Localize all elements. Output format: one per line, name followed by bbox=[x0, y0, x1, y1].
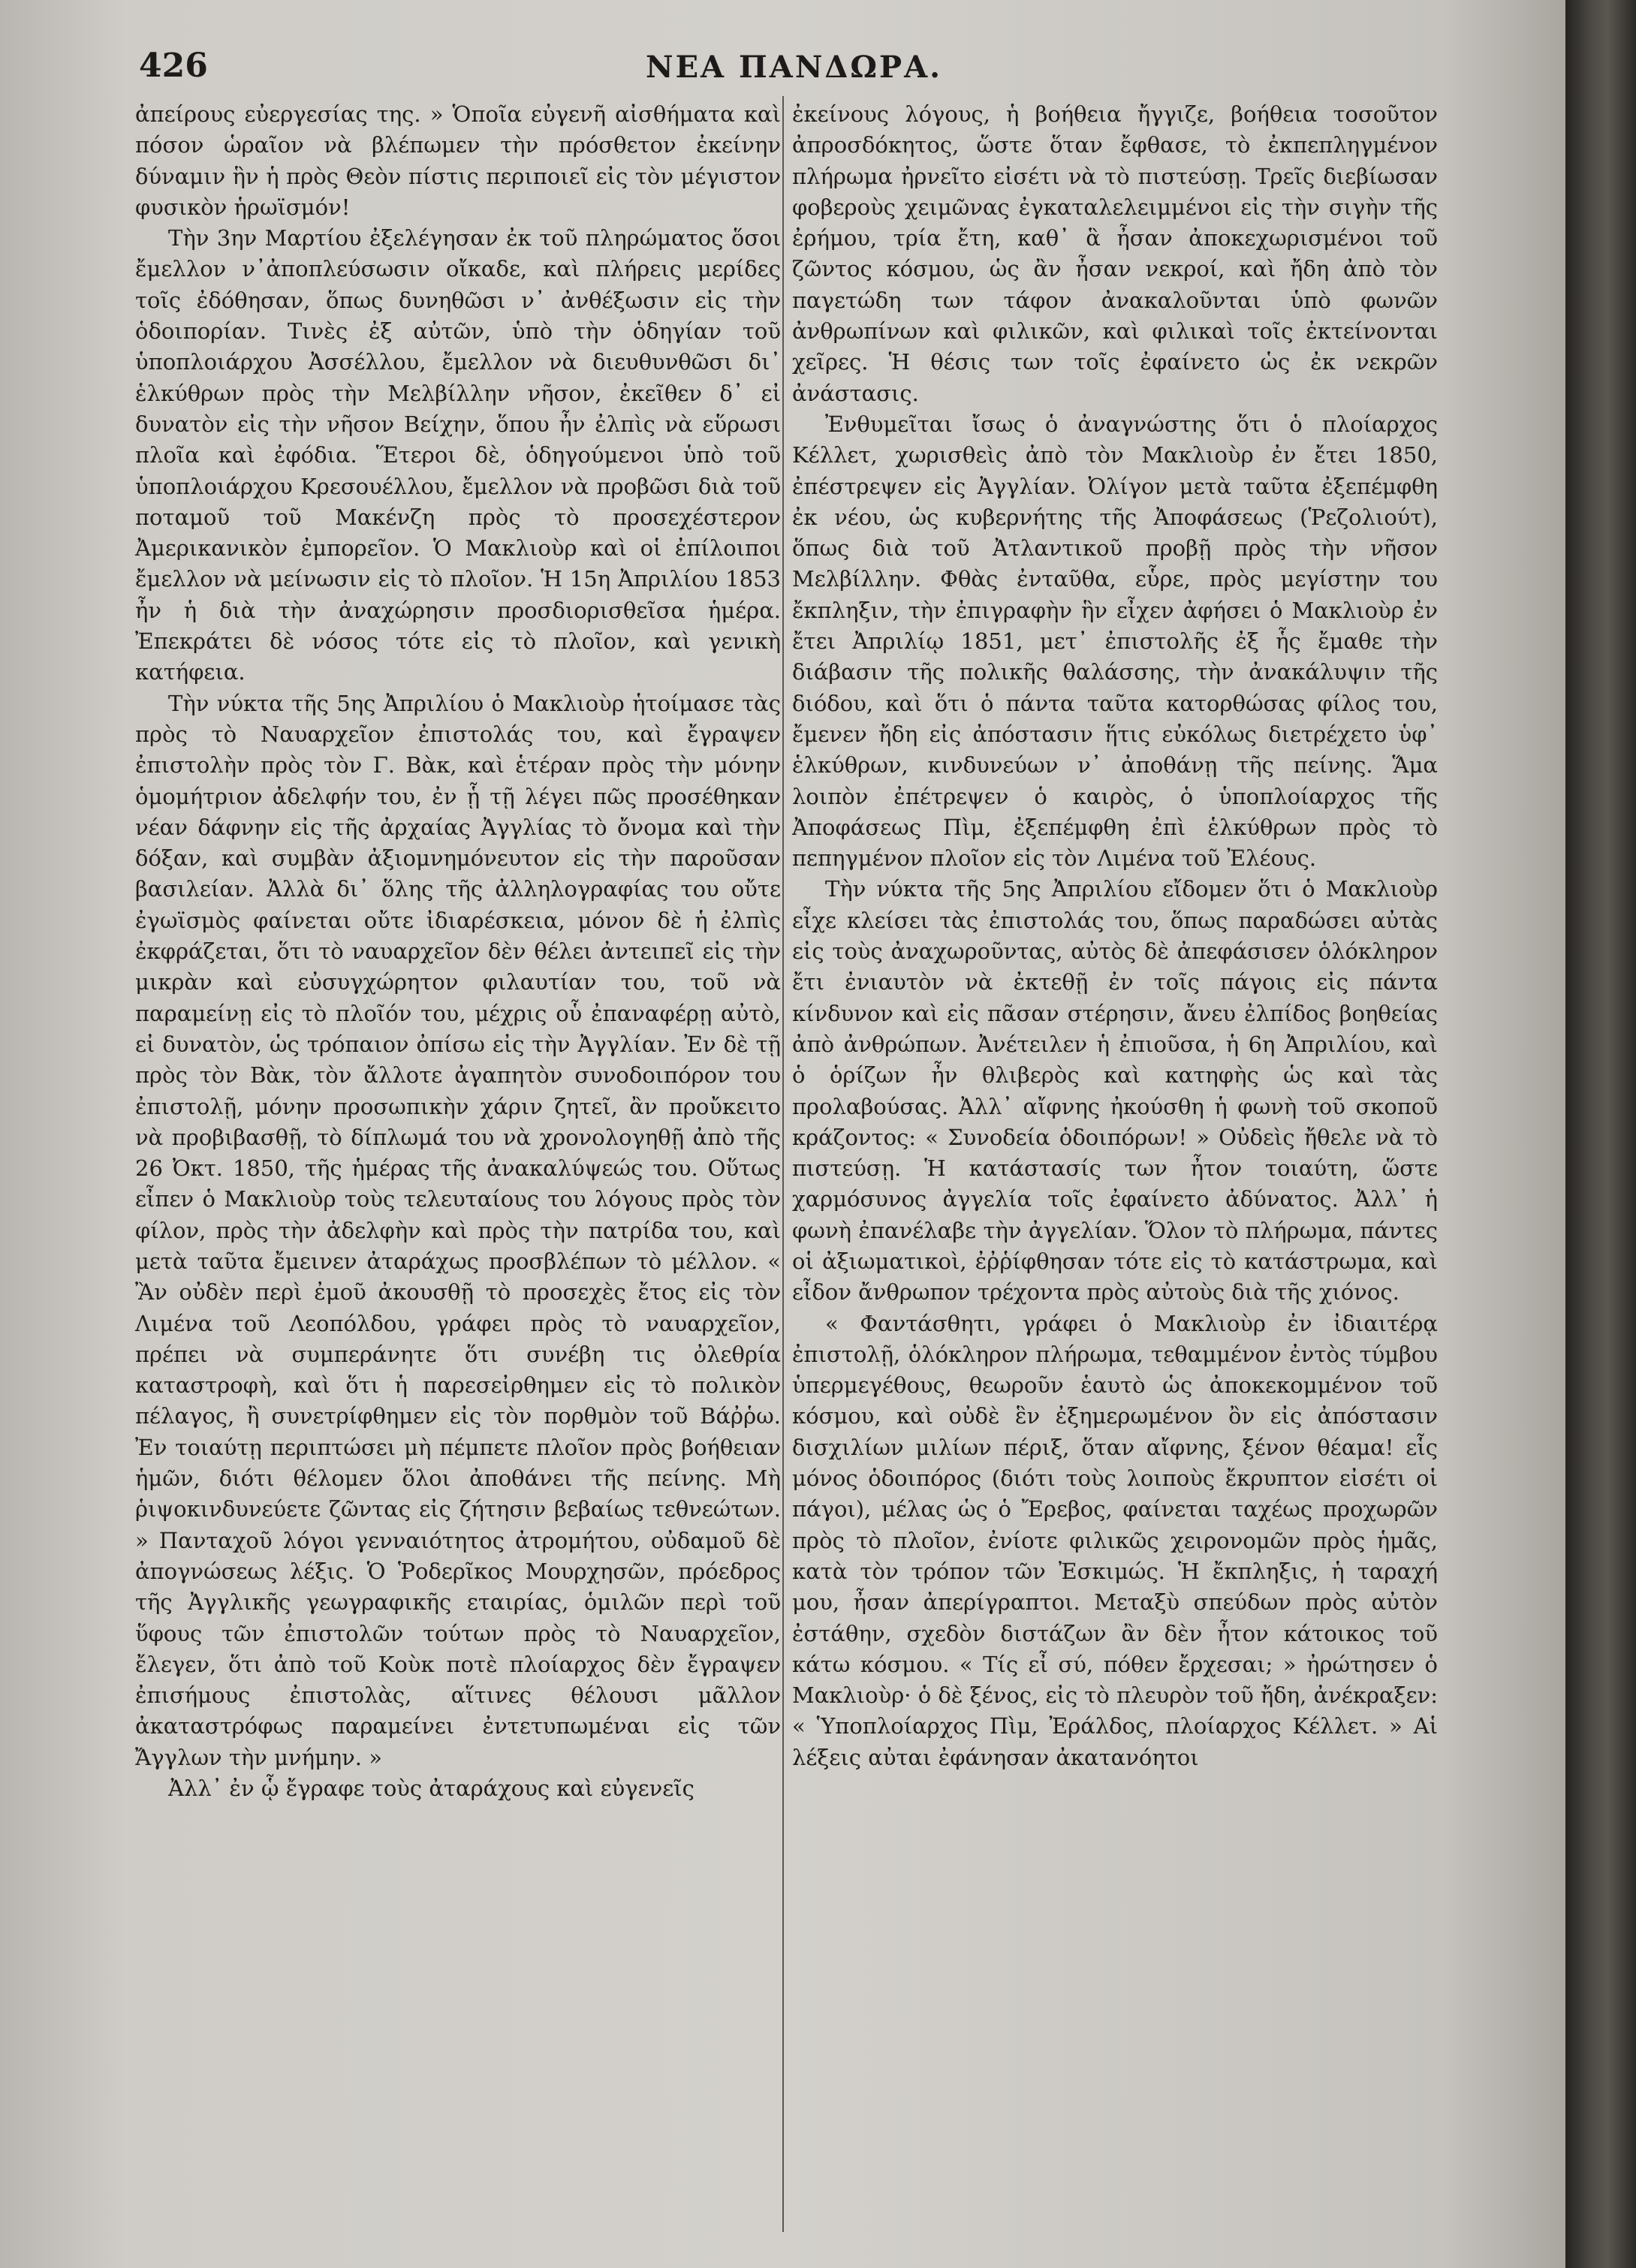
paragraph: Τὴν νύκτα τῆς 5ης Ἀπριλίου ὁ Μακλιοὺρ ἡτοίμασε τὰς πρὸς τὸ Ναυαρχεῖον ἐπιστολάς του, καὶ ἔγραψεν ἐπιστολὴν πρὸς τὸν Γ. Βὰκ, καὶ ἑτέραν πρὸς τὴν μόνην ὁμομήτριον ἀδελφήν του, ἐν ᾗ τῇ λέγει πῶς προσέθηκαν νέαν δάφνην εἰς τῆς ἀρχαίας Ἀγγλίας τὸ ὄνομα καὶ τὴν δόξαν, καὶ συμβὰν ἀξιομνημόνευτον εἰς τὴν παροῦσαν βασιλείαν. Ἀλλὰ δι᾽ ὅλης τῆς ἀλληλογραφίας του οὔτε ἐγωϊσμὸς φαίνεται οὔτε ἰδιαρέσκεια, μόνον δὲ ἡ ἐλπὶς ἐκφράζεται, ὅτι τὸ ναυαρχεῖον δὲν θέλει ἀντειπεῖ εἰς τὴν μικρὰν καὶ εὐσυγχώρητον φιλαυτίαν του, τοῦ νὰ παραμείνῃ εἰς τὸ πλοῖόν του, μέχρις οὗ ἐπαναφέρῃ αὐτὸ, εἰ δυνατὸν, ὡς τρόπαιον ὀπίσω εἰς τὴν Ἀγγλίαν. Ἐν δὲ τῇ πρὸς τὸν Βὰκ, τὸν ἄλλοτε ἀγαπητὸν συνοδοιπόρον του ἐπιστολῇ, μόνην προσωπικὴν χάριν ζητεῖ, ἂν προὔκειτο νὰ προβιβασθῇ, τὸ δίπλωμά του νὰ χρονολογηθῇ ἀπὸ τῆς 26 Ὀκτ. 1850, τῆς ἡμέρας τῆς ἀνακαλύψεώς του. Οὕτως εἶπεν ὁ Μακλιοὺρ τοὺς τελευταίους του λόγους πρὸς τὸν φίλον, πρὸς τὴν ἀδελφὴν καὶ πρὸς τὴν πατρίδα του, καὶ μετὰ ταῦτα ἔμεινεν ἀταράχως προσβλέπων τὸ μέλλον. « Ἂν οὐδὲν περὶ ἐμοῦ ἀκουσθῇ τὸ προσεχὲς ἔτος εἰς τὸν Λιμένα τοῦ Λεοπόλδου, γράφει πρὸς τὸ ναυαρχεῖον, πρέπει νὰ συμπεράνητε ὅτι συνέβη τις ὀλεθρία καταστροφὴ, καὶ ὅτι ἡ παρεσεἰρθημεν εἰς τὸ πολικὸν πέλαγος, ἢ συνετρίφθημεν εἰς τὸν πορθμὸν τοῦ Βάῤῥω. Ἐν τοιαύτῃ περιπτώσει μὴ πέμπετε πλοῖον πρὸς βοήθειαν ἡμῶν, διότι θέλομεν ὅλοι ἀποθάνει τῆς πείνης. Μὴ ῥιψοκινδυνεύετε ζῶντας εἰς ζήτησιν βεβαίως τεθνεώτων. » Πανταχοῦ λόγοι γενναιότητος ἀτρομήτου, οὐδαμοῦ δὲ ἀπογνώσεως λέξις. Ὁ Ῥοδερῖκος Μουρχησῶν, πρόεδρος τῆς Ἀγγλικῆς γεωγραφικῆς εταιρίας, ὁμιλῶν περὶ τοῦ ὕφους τῶν ἐπιστολῶν τούτων πρὸς τὸ Ναυαρχεῖον, ἔλεγεν, ὅτι ἀπὸ τοῦ Κοὺκ ποτὲ πλοίαρχος δὲν ἔγραψεν ἐπισήμους ἐπιστολὰς, αἵτινες θέλουσι μᾶλλον ἀκαταστρόφως παραμείνει ἐντετυπωμέναι εἰς τῶν Ἄγγλων τὴν μνήμην. » bbox=[135, 690, 781, 1770]
page-header bbox=[0, 47, 1565, 92]
book-gutter-edge bbox=[1565, 0, 1636, 2268]
paragraph: Ἐνθυμεῖται ἴσως ὁ ἀναγνώστης ὅτι ὁ πλοίαρχος Κέλλετ, χωρισθεὶς ἀπὸ τὸν Μακλιοὺρ ἐν ἔτει 1850, ἐπέστρεψεν εἰς Ἀγγλίαν. Ὀλίγον μετὰ ταῦτα ἐξεπέμφθη ἐκ νέου, ὡς κυβερνήτης τῆς Ἀποφάσεως (Ῥεζολιούτ), ὅπως διὰ τοῦ Ἀτλαντικοῦ προβῇ πρὸς τὴν νῆσον Μελβίλλην. Φθὰς ἐνταῦθα, εὗρε, πρὸς μεγίστην του ἔκπληξιν, τὴν ἐπιγραφὴν ἣν εἶχεν ἀφήσει ὁ Μακλιοὺρ ἐν ἔτει Ἀπριλίῳ 1851, μετ᾽ ἐπιστολῆς ἐξ ἧς ἔμαθε τὴν διάβασιν τῆς πολικῆς θαλάσσης, τὴν ἀνακάλυψιν τῆς διόδου, καὶ ὅτι ὁ πάντα ταῦτα κατορθώσας φίλος του, ἔμενεν ἤδη εἰς ἀπόστασιν ἥτις εὐκόλως διετρέχετο ὑφ᾽ ἑλκύθρων, κινδυνεύων ν᾽ ἀποθάνῃ τῆς πείνης. Ἅμα λοιπὸν ἐπέτρεψεν ὁ καιρὸς, ὁ ὑποπλοίαρχος τῆς Ἀποφάσεως Πὶμ, ἐξεπέμφθη ἐπὶ ἑλκύθρων πρὸς τὸ πεπηγμένον πλοῖον εἰς τὸν Λιμένα τοῦ Ἐλέους. bbox=[792, 411, 1438, 872]
paragraph: « Φαντάσθητι, γράφει ὁ Μακλιοὺρ ἐν ἰδιαιτέρᾳ ἐπιστολῇ, ὁλόκληρον πλήρωμα, τεθαμμένον ἐντὸς τύμβου ὑπερμεγέθους, θεωροῦν ἑαυτὸ ὡς ἀποκεκομμένον τοῦ κόσμου, καὶ οὐδὲ ἓν ἐξημερωμένον ὂν εἰς ἀπόστασιν δισχιλίων μιλίων πέριξ, ὅταν αἴφνης, ξένον θέαμα! εἷς μόνος ὁδοιπόρος (διότι τοὺς λοιποὺς ἔκρυπτον εἰσέτι οἱ πάγοι), μέλας ὡς ὁ Ἔρεβος, φαίνεται ταχέως προχωρῶν πρὸς τὸ πλοῖον, ἐνίοτε φιλικῶς χειρονομῶν πρὸς ἡμᾶς, κατὰ τὸν τρόπον τῶν Ἐσκιμώς. Ἡ ἔκπληξις, ἡ ταραχή μου, ἦσαν ἀπερίγραπτοι. Μεταξὺ σπεύδων πρὸς αὐτὸν ἐστάθην, σχεδὸν διστάζων ἂν δὲν ἦτον κάτοικος τοῦ κάτω κόσμου. « Τίς εἶ σύ, πόθεν ἔρχεσαι; » ἠρώτησεν ὁ Μακλιοὺρ· ὁ δὲ ξένος, εἰς τὸ πλευρὸν τοῦ ἤδη, ἀνέκραξεν: « Ὑποπλοίαρχος Πὶμ, Ἐράλδος, πλοίαρχος Κέλλετ. » Αἱ λέξεις αὐται ἐφάνησαν ἀκατανόητοι bbox=[792, 1310, 1438, 1770]
paragraph: Τὴν 3ην Μαρτίου ἐξελέγησαν ἐκ τοῦ πληρώματος ὅσοι ἔμελλον ν᾽ἀποπλεύσωσιν οἴκαδε, καὶ πλήρεις μερίδες τοῖς ἐδόθησαν, ὅπως δυνηθῶσι ν᾽ ἀνθέξωσιν εἰς τὴν ὁδοιπορίαν. Τινὲς ἐξ αὐτῶν, ὑπὸ τὴν ὁδηγίαν τοῦ ὑποπλοιάρχου Ἀσσέλλου, ἔμελλον νὰ διευθυνθῶσι δι᾽ ἑλκύθρων πρὸς τὴν Μελβίλλην νῆσον, ἐκεῖθεν δ᾽ εἰ δυνατὸν εἰς τὴν νῆσον Βείχην, ὅπου ἦν ἐλπὶς νὰ εὕρωσι πλοῖα καὶ ἐφόδια. Ἕτεροι δὲ, ὁδηγούμενοι ὑπὸ τοῦ ὑποπλοιάρχου Κρεσουέλλου, ἔμελλον νὰ προβῶσι διὰ τοῦ ποταμοῦ τοῦ Μακένζη πρὸς τὸ προσεχέστερον Ἀμερικανικὸν ἐμπορεῖον. Ὁ Μακλιοὺρ καὶ οἱ ἐπίλοιποι ἔμελλον νὰ μείνωσιν εἰς τὸ πλοῖον. Ἡ 15η Ἀπριλίου 1853 ἦν ἡ διὰ τὴν ἀναχώρησιν προσδιορισθεῖσα ἡμέρα. Ἐπεκράτει δὲ νόσος τότε εἰς τὸ πλοῖον, καὶ γενικὴ κατήφεια. bbox=[135, 225, 781, 685]
paragraph: ἀπείρους εὐεργεσίας της. » Ὁποῖα εὐγενῆ αἰσθήματα καὶ πόσον ὡραῖον νὰ βλέπωμεν τὴν πρόσθετον ἐκείνην δύναμιν ἣν ἡ πρὸς Θεὸν πίστις περιποιεῖ εἰς τὸν μέγιστον φυσικὸν ἡρωϊσμόν! bbox=[135, 101, 781, 220]
paragraph: Ἀλλ᾽ ἐν ᾧ ἔγραφε τοὺς ἀταράχους καὶ εὐγενεῖς bbox=[168, 1776, 694, 1802]
column-divider bbox=[782, 96, 784, 2232]
left-text-column bbox=[135, 99, 781, 1804]
paragraph: Τὴν νύκτα τῆς 5ης Ἀπριλίου εἴδομεν ὅτι ὁ Μακλιοὺρ εἶχε κλείσει τὰς ἐπιστολάς του, ὅπως παραδώσει αὐτὰς εἰς τοὺς ἀναχωροῦντας, αὐτὸς δὲ ἀπεφάσισεν ὁλόκληρον ἔτι ἐνιαυτὸν νὰ ἐκτεθῇ ἐν τοῖς πάγοις εἰς πάντα κίνδυνον καὶ εἰς πᾶσαν στέρησιν, ἄνευ ἐλπίδος βοηθείας ἀπὸ ἀνθρώπων. Ἀνέτειλεν ἡ ἐπιοῦσα, ἡ 6η Ἀπριλίου, καὶ ὁ ὁρίζων ἦν θλιβερὸς καὶ κατηφὴς ὡς καὶ τὰς προλαβούσας. Ἀλλ᾽ αἴφνης ἠκούσθη ἡ φωνὴ τοῦ σκοποῦ κράζοντος: « Συνοδεία ὁδοιπόρων! » Οὐδεὶς ἤθελε νὰ τὸ πιστεύσῃ. Ἡ κατάστασίς των ἦτον τοιαύτη, ὥστε χαρμόσυνος ἀγγελία τοῖς ἐφαίνετο ἀδύνατος. Ἀλλ᾽ ἡ φωνὴ ἐπανέλαβε τὴν ἀγγελίαν. Ὅλον τὸ πλήρωμα, πάντες οἱ ἀξιωματικοὶ, ἐῤῥίφθησαν τότε εἰς τὸ κατάστρωμα, καὶ εἶδον ἄνθρωπον τρέχοντα πρὸς αὐτοὺς διὰ τῆς χιόνος. bbox=[792, 876, 1438, 1306]
running-head-title: ΝΕΑ ΠΑΝΔΩΡΑ. bbox=[646, 50, 943, 85]
page-number: 426 bbox=[139, 47, 208, 85]
paragraph: ἐκείνους λόγους, ἡ βοήθεια ἤγγιζε, βοήθεια τοσοῦτον ἀπροσδόκητος, ὥστε ὅταν ἔφθασε, τὸ ἐκπεπληγμένον πλήρωμα ἠρνεῖτο εἰσέτι νὰ τὸ πιστεύσῃ. Τρεῖς διεβίωσαν φοβεροὺς χειμῶνας ἐγκαταλελειμμένοι εἰς τὴν σιγὴν τῆς ἐρήμου, τρία ἔτη, καθ᾽ ἃ ἦσαν ἀποκεχωρισμένοι τοῦ ζῶντος κόσμου, ὡς ἂν ἦσαν νεκροί, καὶ ἤδη ἀπὸ τὸν παγετώδη των τάφον ἀνακαλοῦνται ὑπὸ φωνῶν ἀνθρωπίνων καὶ φιλικῶν, καὶ φιλικαὶ τοῖς ἐκτείνονται χεῖρες. Ἡ θέσις των τοῖς ἐφαίνετο ὡς ἐκ νεκρῶν ἀνάστασις. bbox=[792, 101, 1438, 406]
right-text-column bbox=[792, 99, 1438, 1773]
